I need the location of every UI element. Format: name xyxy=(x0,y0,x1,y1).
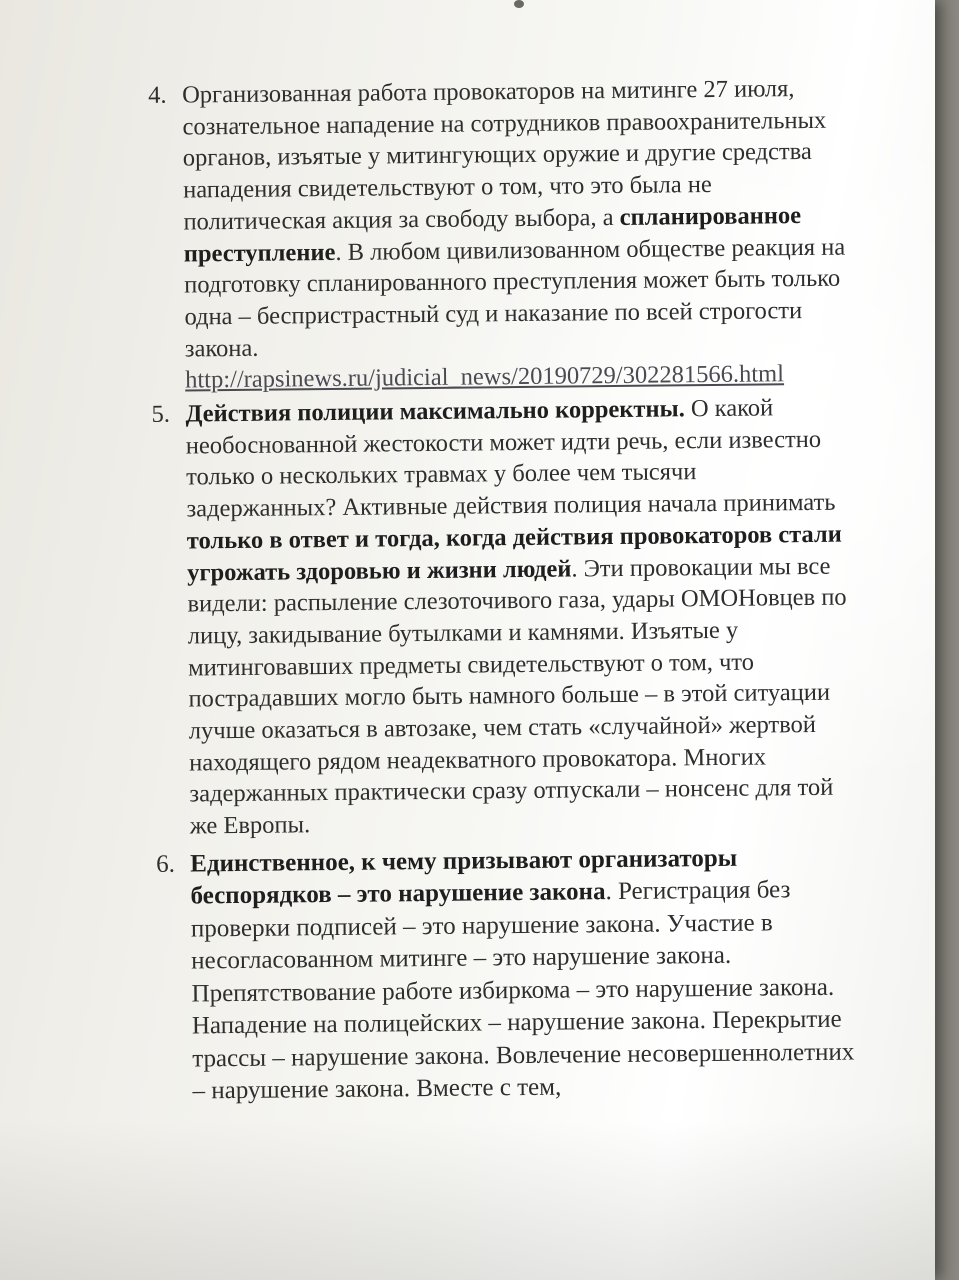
text-segment: Организованная работа провокаторов на митинге 27 июля, сознательное нападение на сотрудников правоохранительных органов, изъятые у митингующих оружие и другие средства нападения свидетельствуют о том, что это была не политическая акция за свободу выбора, а xyxy=(182,75,827,236)
paper-mark xyxy=(514,0,524,8)
bold-segment: только в ответ и тогда, когда действия провокаторов стали угрожать здоровью и жизни людей xyxy=(186,520,842,587)
document-body xyxy=(138,73,859,1109)
bold-segment: спланированное преступление xyxy=(183,201,802,268)
text-segment: О какой необоснованной жестокости может идти речь, если известно только о нескольких травмах у более чем тысячи задержанных? Активные действия полиция начала принимать xyxy=(185,394,836,523)
item-number: 6. xyxy=(156,850,176,878)
list-item-4 xyxy=(138,73,851,397)
bold-segment: Действия полиции максимально корректны. xyxy=(185,395,685,428)
text-segment: . Эти провокации мы все видели: распыление слезоточивого газа, удары ОМОНовцев по лицу, закидывание бутылками и камнями. Изъятые у митинговавших предметы свидетельствуют о том, что пострадавших могло быть намного больше – в этой ситуации лучше оказаться в автозаке, чем стать «случайной» жертвой находящего рядом неадекватного провокатора. Многих задержанных практически сразу отпускали – нонсенс для той же Европы. xyxy=(187,552,847,840)
bold-segment: Единственное, к чему призывают организаторы беспорядков – это нарушение закона xyxy=(190,844,738,910)
item-number: 5. xyxy=(151,400,171,428)
item-number: 4. xyxy=(148,81,167,109)
text-segment: . В любом цивилизованном обществе реакция на подготовку спланированного преступления может быть только одна – беспристрастный суд и наказание по всей строгости закона. xyxy=(184,233,846,363)
item-text xyxy=(182,73,851,397)
item-text xyxy=(190,841,859,1108)
list-item-6 xyxy=(146,841,859,1108)
list-item-5 xyxy=(141,392,856,843)
item-text xyxy=(185,392,856,843)
source-link: http://rapsinews.ru/judicial_news/20190729/302281566.html xyxy=(185,360,785,394)
text-segment: . Регистрация без проверки подписей – это нарушение закона. Участие в несогласованном митинге – это нарушение закона. Препятствование работе избиркома – это нарушение закона. Нападение на полицейских – нарушение закона. Перекрытие трассы – нарушение закона. Вовлечение несовершеннолетних – нарушение закона. Вместе с тем, xyxy=(190,876,855,1105)
